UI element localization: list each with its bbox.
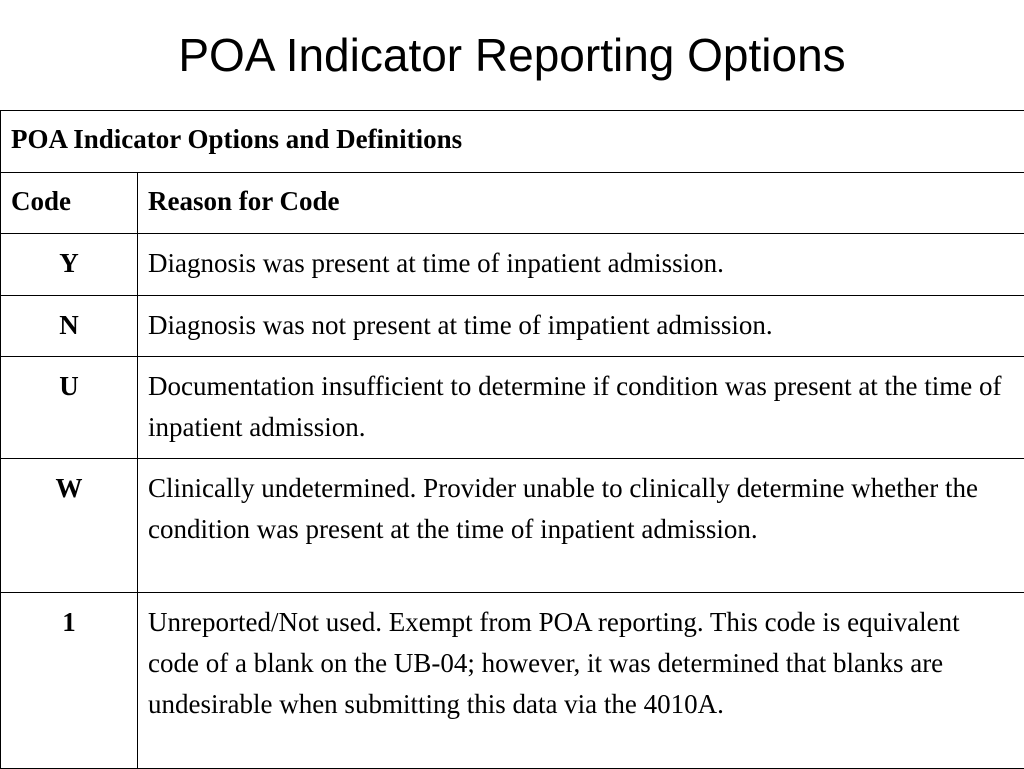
table-row	[1, 296, 1024, 357]
reason-cell: Documentation insufficient to determine if condition was present at the time of inpatient admission.	[138, 357, 1024, 459]
table-row	[1, 593, 1024, 769]
table-row	[1, 357, 1024, 459]
table-header: POA Indicator Options and Definitions	[1, 111, 1024, 173]
page-title: POA Indicator Reporting Options	[0, 26, 1024, 84]
table-row	[1, 459, 1024, 593]
poa-options-table	[0, 110, 1024, 769]
table-row	[1, 234, 1024, 296]
reason-cell: Clinically undetermined. Provider unable to clinically determine whether the condition was present at the time of inpatient admission.	[138, 459, 1024, 593]
column-header-reason: Reason for Code	[138, 173, 1024, 234]
reason-cell: Unreported/Not used. Exempt from POA reporting. This code is equivalent code of a blank on the UB-04; however, it was determined that blanks are undesirable when submitting this data via the 4010A.	[138, 593, 1024, 769]
column-header-row	[1, 173, 1024, 234]
code-cell: Y	[1, 234, 138, 296]
column-header-code: Code	[1, 173, 138, 234]
reason-cell: Diagnosis was not present at time of impatient admission.	[138, 296, 1024, 357]
code-cell: 1	[1, 593, 138, 769]
code-cell: U	[1, 357, 138, 459]
reason-cell: Diagnosis was present at time of inpatient admission.	[138, 234, 1024, 296]
table-header-row	[1, 111, 1024, 173]
code-cell: W	[1, 459, 138, 593]
code-cell: N	[1, 296, 138, 357]
